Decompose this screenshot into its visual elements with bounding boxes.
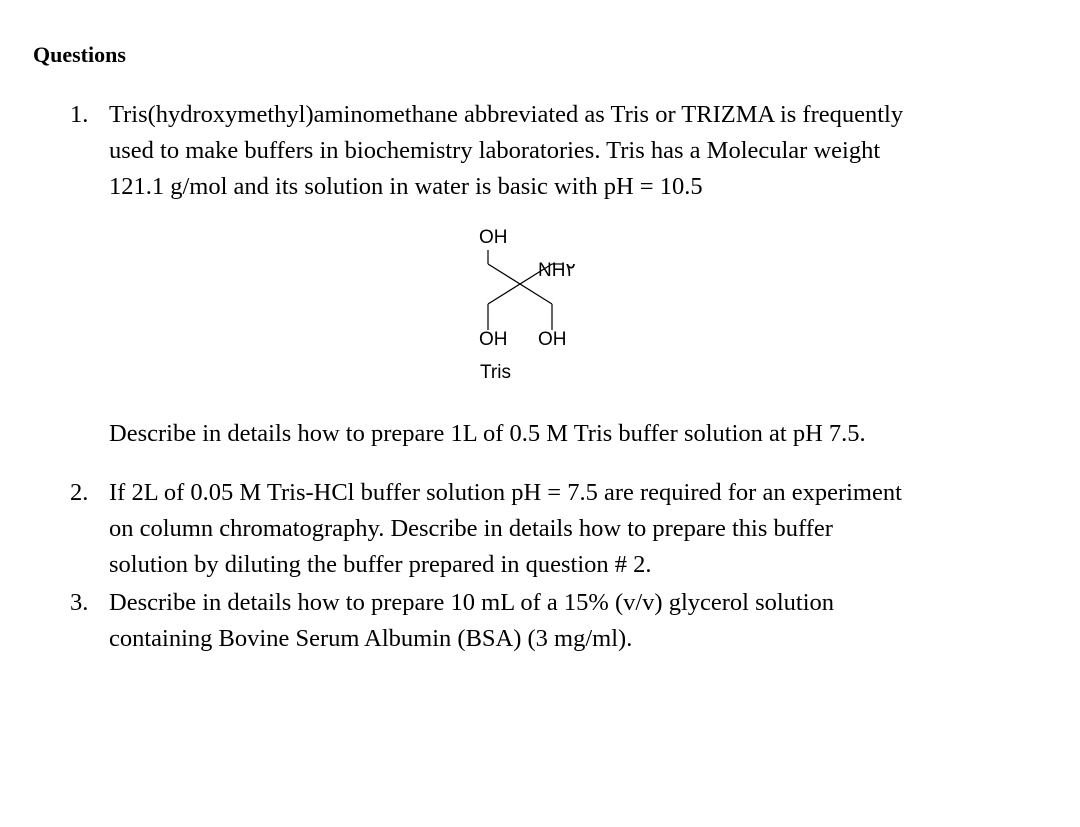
page-title: Questions — [33, 42, 126, 67]
structure-name-label: Tris — [480, 362, 511, 383]
question-1-line-2: used to make buffers in biochemistry laboratories. Tris has a Molecular weight — [109, 137, 881, 164]
question-1-task: Describe in details how to prepare 1L of 0.5 M Tris buffer solution at pH 7.5. — [109, 420, 866, 447]
question-2-line-2: on column chromatography. Describe in details how to prepare this buffer — [109, 515, 833, 542]
question-2-text — [109, 475, 1049, 583]
question-3-number: 3. — [70, 589, 89, 616]
question-1-line-1: Tris(hydroxymethyl)aminomethane abbreviated as Tris or TRIZMA is frequently — [109, 101, 904, 128]
hydroxyl-bottom-left-label: OH — [479, 329, 508, 350]
question-1-line-3: 121.1 g/mol and its solution in water is basic with pH = 10.5 — [109, 173, 703, 200]
question-3-text — [109, 585, 1049, 657]
hydroxyl-bottom-right-label: OH — [538, 329, 567, 350]
amine-label: NH٢ — [538, 260, 576, 281]
question-3-line-1: Describe in details how to prepare 10 mL of a 15% (v/v) glycerol solution — [109, 589, 835, 616]
tris-structure — [470, 222, 620, 392]
question-2-line-1: If 2L of 0.05 M Tris-HCl buffer solution pH = 7.5 are required for an experiment — [109, 479, 902, 506]
question-1-text — [109, 97, 1049, 205]
question-3-line-2: containing Bovine Serum Albumin (BSA) (3 mg/ml). — [109, 625, 633, 652]
question-1-number: 1. — [70, 101, 89, 128]
question-2-line-3: solution by diluting the buffer prepared in question # 2. — [109, 551, 652, 578]
question-2-number: 2. — [70, 479, 89, 506]
hydroxyl-top-label: OH — [479, 227, 508, 248]
